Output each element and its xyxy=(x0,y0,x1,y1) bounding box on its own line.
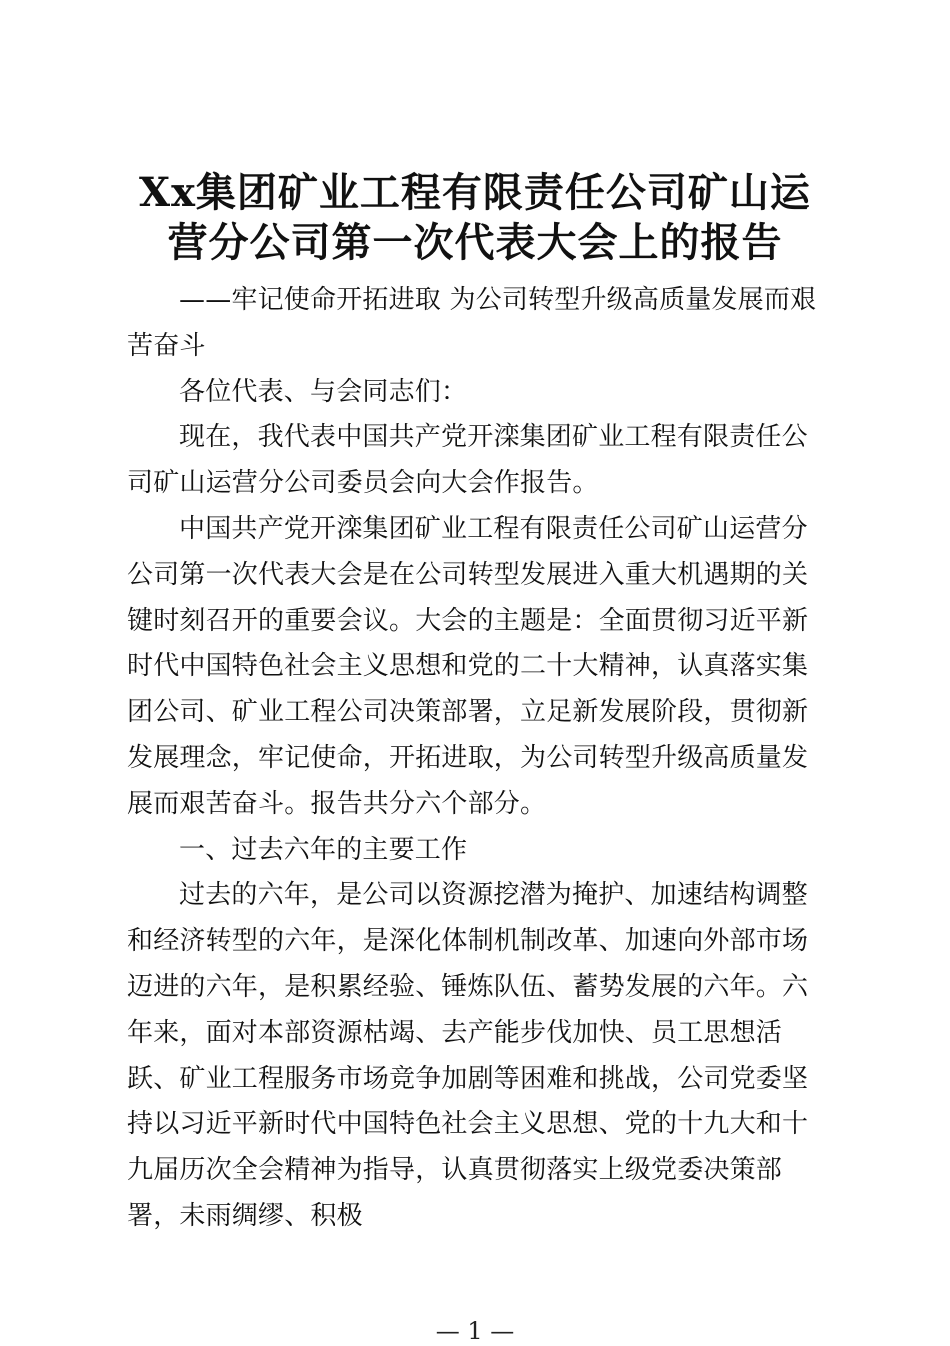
salutation: 各位代表、与会同志们： xyxy=(179,376,468,407)
paragraph: 中国共产党开滦集团矿业工程有限责任公司矿山运营分公司第一次代表大会是在公司转型发展进入重大机遇期的关键时刻召开的重要会议。大会的主题是：全面贯彻习近平新时代中国特色社会主义思想和党的二十大精神，认真落实集团公司、矿业工程公司决策部署，立足新发展阶段，贯彻新发展理念，牢记使命，开拓进取，为公司转型升级高质量发展而艰苦奋斗。报告共分六个部分。 xyxy=(127,513,809,819)
document-subtitle: ——牢记使命开拓进取 为公司转型升级高质量发展而艰苦奋斗 xyxy=(127,285,817,361)
document-title-line-2: 营分公司第一次代表大会上的报告 xyxy=(167,219,783,266)
section-paragraph: 过去的六年，是公司以资源挖潜为掩护、加速结构调整和经济转型的六年，是深化体制机制改革、加速向外部市场迈进的六年，是积累经验、锤炼队伍、蓄势发展的六年。六年来，面对本部资源枯竭、去产能步伐加快、员工思想活跃、矿业工程服务市场竞争加剧等困难和挑战，公司党委坚持以习近平新时代中国特色社会主义思想、党的十九大和十九届历次全会精神为指导，认真贯彻落实上级党委决策部署，未雨绸缪、积极 xyxy=(127,880,809,1231)
document-title-line-1: Xx集团矿业工程有限责任公司矿山运 xyxy=(139,169,811,216)
section-heading: 一、过去六年的主要工作 xyxy=(179,834,468,865)
page-number: — 1 — xyxy=(435,1317,515,1345)
document-body xyxy=(127,278,827,1240)
paragraph: 现在，我代表中国共产党开滦集团矿业工程有限责任公司矿山运营分公司委员会向大会作报告。 xyxy=(127,422,808,499)
